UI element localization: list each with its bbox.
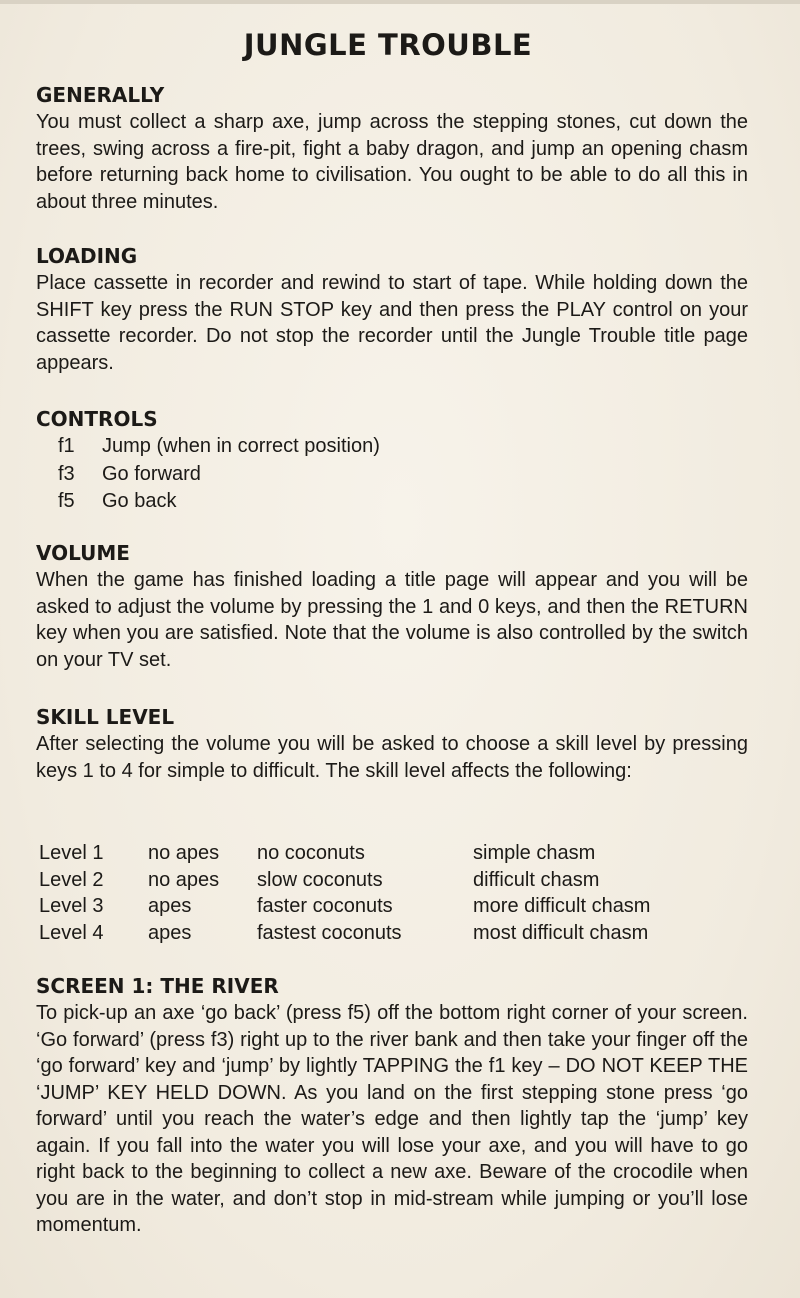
heading-screen-1: SCREEN 1: THE RIVER xyxy=(36,974,279,998)
control-key: f5 xyxy=(58,490,75,512)
level-name: Level 4 xyxy=(39,921,104,944)
control-action: Go forward xyxy=(102,462,201,485)
level-chasm: more difficult chasm xyxy=(473,895,651,917)
text-generally: You must collect a sharp axe, jump across the stepping stones, cut down the trees, swing across a fire-pit, fight a baby dragon, and jump an opening chasm before returning back home to civilisation. You ought to be able to do all this in about three minutes. xyxy=(36,111,748,213)
text-skill-level: After selecting the volume you will be asked to choose a skill level by pressing keys 1 to 4 for simple to difficult. The skill level affects the following: xyxy=(36,733,748,782)
control-action: Jump (when in correct position) xyxy=(102,435,380,457)
level-apes: apes xyxy=(148,895,192,917)
level-name: Level 2 xyxy=(39,868,104,891)
control-row xyxy=(36,461,748,489)
level-coconuts: fastest coconuts xyxy=(257,921,402,944)
level-coconuts: faster coconuts xyxy=(257,895,393,917)
level-chasm: simple chasm xyxy=(473,842,596,864)
text-volume: When the game has finished loading a title page will appear and you will be asked to adjust the volume by pressing the 1 and 0 keys, and then the RETURN key when you are satisfied. Note that the volume is also controlled by the switch on your TV set. xyxy=(36,569,748,671)
control-key: f3 xyxy=(58,462,75,485)
level-apes: apes xyxy=(148,921,192,944)
section-generally xyxy=(36,82,748,215)
page-edge xyxy=(0,0,800,4)
level-chasm: difficult chasm xyxy=(473,868,600,891)
control-row xyxy=(36,488,748,516)
level-coconuts: slow coconuts xyxy=(257,868,383,891)
heading-volume: VOLUME xyxy=(36,541,130,565)
heading-generally: GENERALLY xyxy=(36,83,165,107)
control-action: Go back xyxy=(102,490,177,512)
level-apes: no apes xyxy=(148,842,220,864)
table-row xyxy=(36,867,748,894)
level-coconuts: no coconuts xyxy=(257,842,365,864)
skill-level-table xyxy=(36,840,748,946)
table-row xyxy=(36,920,748,947)
table-row xyxy=(36,840,748,867)
control-key: f1 xyxy=(58,435,75,457)
section-loading xyxy=(36,243,748,376)
table-row xyxy=(36,893,748,920)
heading-controls: CONTROLS xyxy=(36,407,158,431)
level-chasm: most difficult chasm xyxy=(473,921,649,944)
section-skill-level xyxy=(36,704,748,784)
control-row xyxy=(36,433,748,461)
section-screen-1 xyxy=(36,973,748,1239)
text-screen-1: To pick-up an axe ‘go back’ (press f5) off the bottom right corner of your screen. ‘Go forward’ (press f3) right up to the river bank and then take your finger off the ‘go forward’ key and ‘jump’ by lightly TAPPING the f1 key – DO NOT KEEP THE ‘JUMP’ KEY HELD DOWN. As you land on the first stepping stone press ‘go forward’ until you reach the water’s edge and then lightly tap the ‘jump’ key again. If you fall into the water you will lose your axe, and you will have to go right back to the beginning to collect a new axe. Beware of the crocodile when you are in the water, and don’t stop in mid-stream while jumping or you’ll lose momentum. xyxy=(36,1002,748,1236)
level-name: Level 3 xyxy=(39,895,104,917)
page-title: JUNGLE TROUBLE xyxy=(243,28,533,62)
section-volume xyxy=(36,540,748,673)
heading-loading: LOADING xyxy=(36,244,138,268)
text-loading: Place cassette in recorder and rewind to start of tape. While holding down the SHIFT key press the RUN STOP key and then press the PLAY control on your cassette recorder. Do not stop the recorder until the Jungle Trouble title page appears. xyxy=(36,272,748,374)
section-controls xyxy=(36,406,748,516)
level-apes: no apes xyxy=(148,868,220,891)
heading-skill-level: SKILL LEVEL xyxy=(36,705,175,729)
level-name: Level 1 xyxy=(39,842,104,864)
